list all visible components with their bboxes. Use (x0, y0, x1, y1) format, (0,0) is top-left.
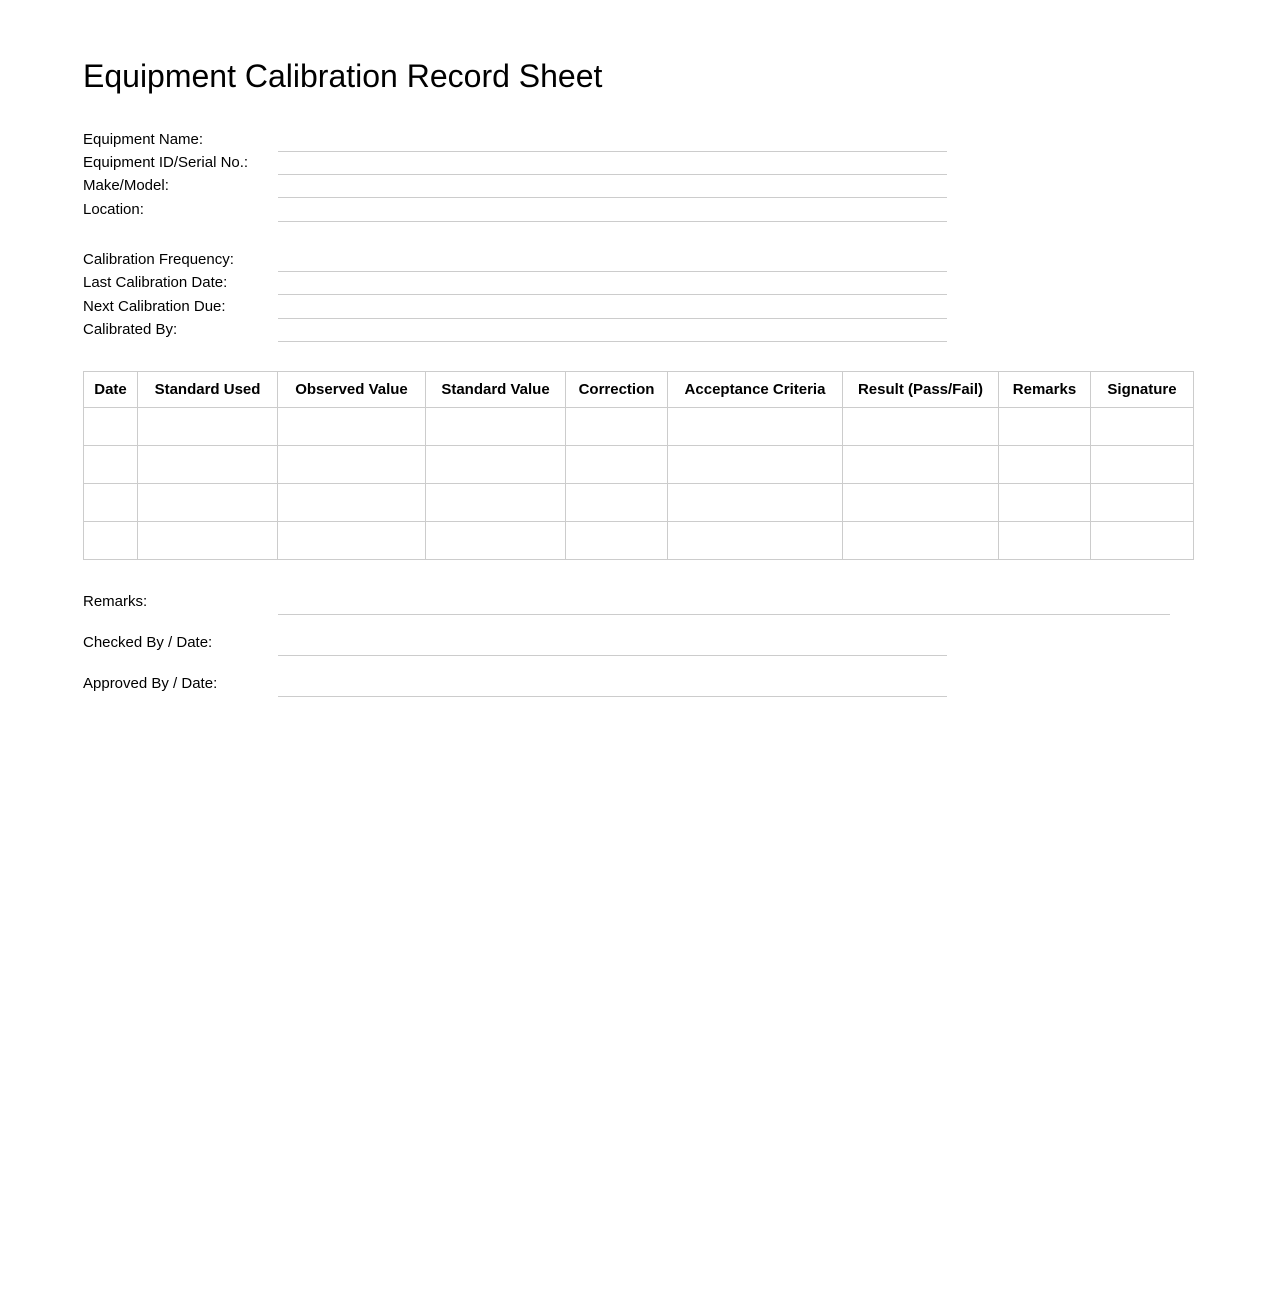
equipment-info-section (83, 131, 1278, 224)
table-row (84, 522, 1194, 560)
field-row-remarks (83, 594, 1278, 616)
table-cell[interactable] (668, 484, 843, 522)
table-cell[interactable] (84, 408, 138, 446)
field-row-approved-by (83, 676, 1278, 698)
table-cell[interactable] (84, 522, 138, 560)
field-row-equipment-id (83, 154, 1278, 177)
table-cell[interactable] (426, 408, 566, 446)
table-cell[interactable] (999, 522, 1091, 560)
table-cell[interactable] (138, 522, 278, 560)
table-cell[interactable] (278, 522, 426, 560)
remarks-input[interactable] (278, 594, 1170, 615)
next-calibration-due-label: Next Calibration Due: (83, 297, 226, 315)
location-input[interactable] (278, 201, 947, 222)
table-cell[interactable] (278, 408, 426, 446)
table-cell[interactable] (1091, 484, 1194, 522)
table-cell[interactable] (668, 446, 843, 484)
table-cell[interactable] (843, 408, 999, 446)
calibration-frequency-input[interactable] (278, 251, 947, 272)
field-row-make-model (83, 177, 1278, 200)
calibration-frequency-label: Calibration Frequency: (83, 250, 234, 268)
column-header-result: Result (Pass/Fail) (843, 372, 999, 408)
column-header-observed-value: Observed Value (278, 372, 426, 408)
column-header-standard-value: Standard Value (426, 372, 566, 408)
table-cell[interactable] (138, 408, 278, 446)
table-cell[interactable] (566, 446, 668, 484)
checked-by-label: Checked By / Date: (83, 634, 213, 652)
table-cell[interactable] (668, 522, 843, 560)
column-header-date: Date (84, 372, 138, 408)
make-model-input[interactable] (278, 177, 947, 198)
table-cell[interactable] (566, 408, 668, 446)
table-cell[interactable] (138, 484, 278, 522)
table-cell[interactable] (426, 484, 566, 522)
field-row-calibration-frequency (83, 251, 1278, 274)
equipment-name-input[interactable] (278, 131, 947, 152)
column-header-signature: Signature (1091, 372, 1194, 408)
table-cell[interactable] (426, 446, 566, 484)
table-row (84, 408, 1194, 446)
table-cell[interactable] (999, 446, 1091, 484)
equipment-id-input[interactable] (278, 154, 947, 175)
table-header-row (84, 372, 1194, 408)
calibration-table (83, 371, 1194, 560)
table-cell[interactable] (566, 484, 668, 522)
table-cell[interactable] (426, 522, 566, 560)
field-row-equipment-name (83, 131, 1278, 154)
make-model-label: Make/Model: (83, 177, 169, 195)
page-title: Equipment Calibration Record Sheet (83, 58, 603, 94)
calibration-table-body (84, 408, 1194, 560)
column-header-remarks: Remarks (999, 372, 1091, 408)
approved-by-label: Approved By / Date: (83, 675, 218, 693)
checked-by-input[interactable] (278, 635, 947, 656)
table-cell[interactable] (278, 484, 426, 522)
table-cell[interactable] (84, 446, 138, 484)
equipment-id-label: Equipment ID/Serial No.: (83, 154, 249, 172)
table-cell[interactable] (843, 446, 999, 484)
field-row-next-calibration-due (83, 298, 1278, 321)
calibrated-by-input[interactable] (278, 321, 947, 342)
last-calibration-date-label: Last Calibration Date: (83, 274, 228, 292)
next-calibration-due-input[interactable] (278, 298, 947, 319)
equipment-name-label: Equipment Name: (83, 130, 204, 148)
table-cell[interactable] (138, 446, 278, 484)
field-row-checked-by (83, 635, 1278, 657)
calibrated-by-label: Calibrated By: (83, 320, 178, 338)
table-cell[interactable] (84, 484, 138, 522)
table-cell[interactable] (278, 446, 426, 484)
field-row-calibrated-by (83, 321, 1278, 344)
table-cell[interactable] (1091, 446, 1194, 484)
column-header-correction: Correction (566, 372, 668, 408)
location-label: Location: (83, 200, 144, 218)
table-row (84, 446, 1194, 484)
table-cell[interactable] (668, 408, 843, 446)
table-row (84, 484, 1194, 522)
remarks-label: Remarks: (83, 593, 148, 611)
table-cell[interactable] (843, 522, 999, 560)
approved-by-input[interactable] (278, 676, 947, 697)
table-cell[interactable] (999, 408, 1091, 446)
table-cell[interactable] (566, 522, 668, 560)
field-row-last-calibration-date (83, 274, 1278, 297)
last-calibration-date-input[interactable] (278, 274, 947, 295)
column-header-acceptance-criteria: Acceptance Criteria (668, 372, 843, 408)
table-cell[interactable] (1091, 408, 1194, 446)
table-cell[interactable] (1091, 522, 1194, 560)
calibration-info-section (83, 251, 1278, 344)
table-cell[interactable] (999, 484, 1091, 522)
column-header-standard-used: Standard Used (138, 372, 278, 408)
field-row-location (83, 201, 1278, 224)
signoff-section (83, 594, 1278, 698)
table-cell[interactable] (843, 484, 999, 522)
